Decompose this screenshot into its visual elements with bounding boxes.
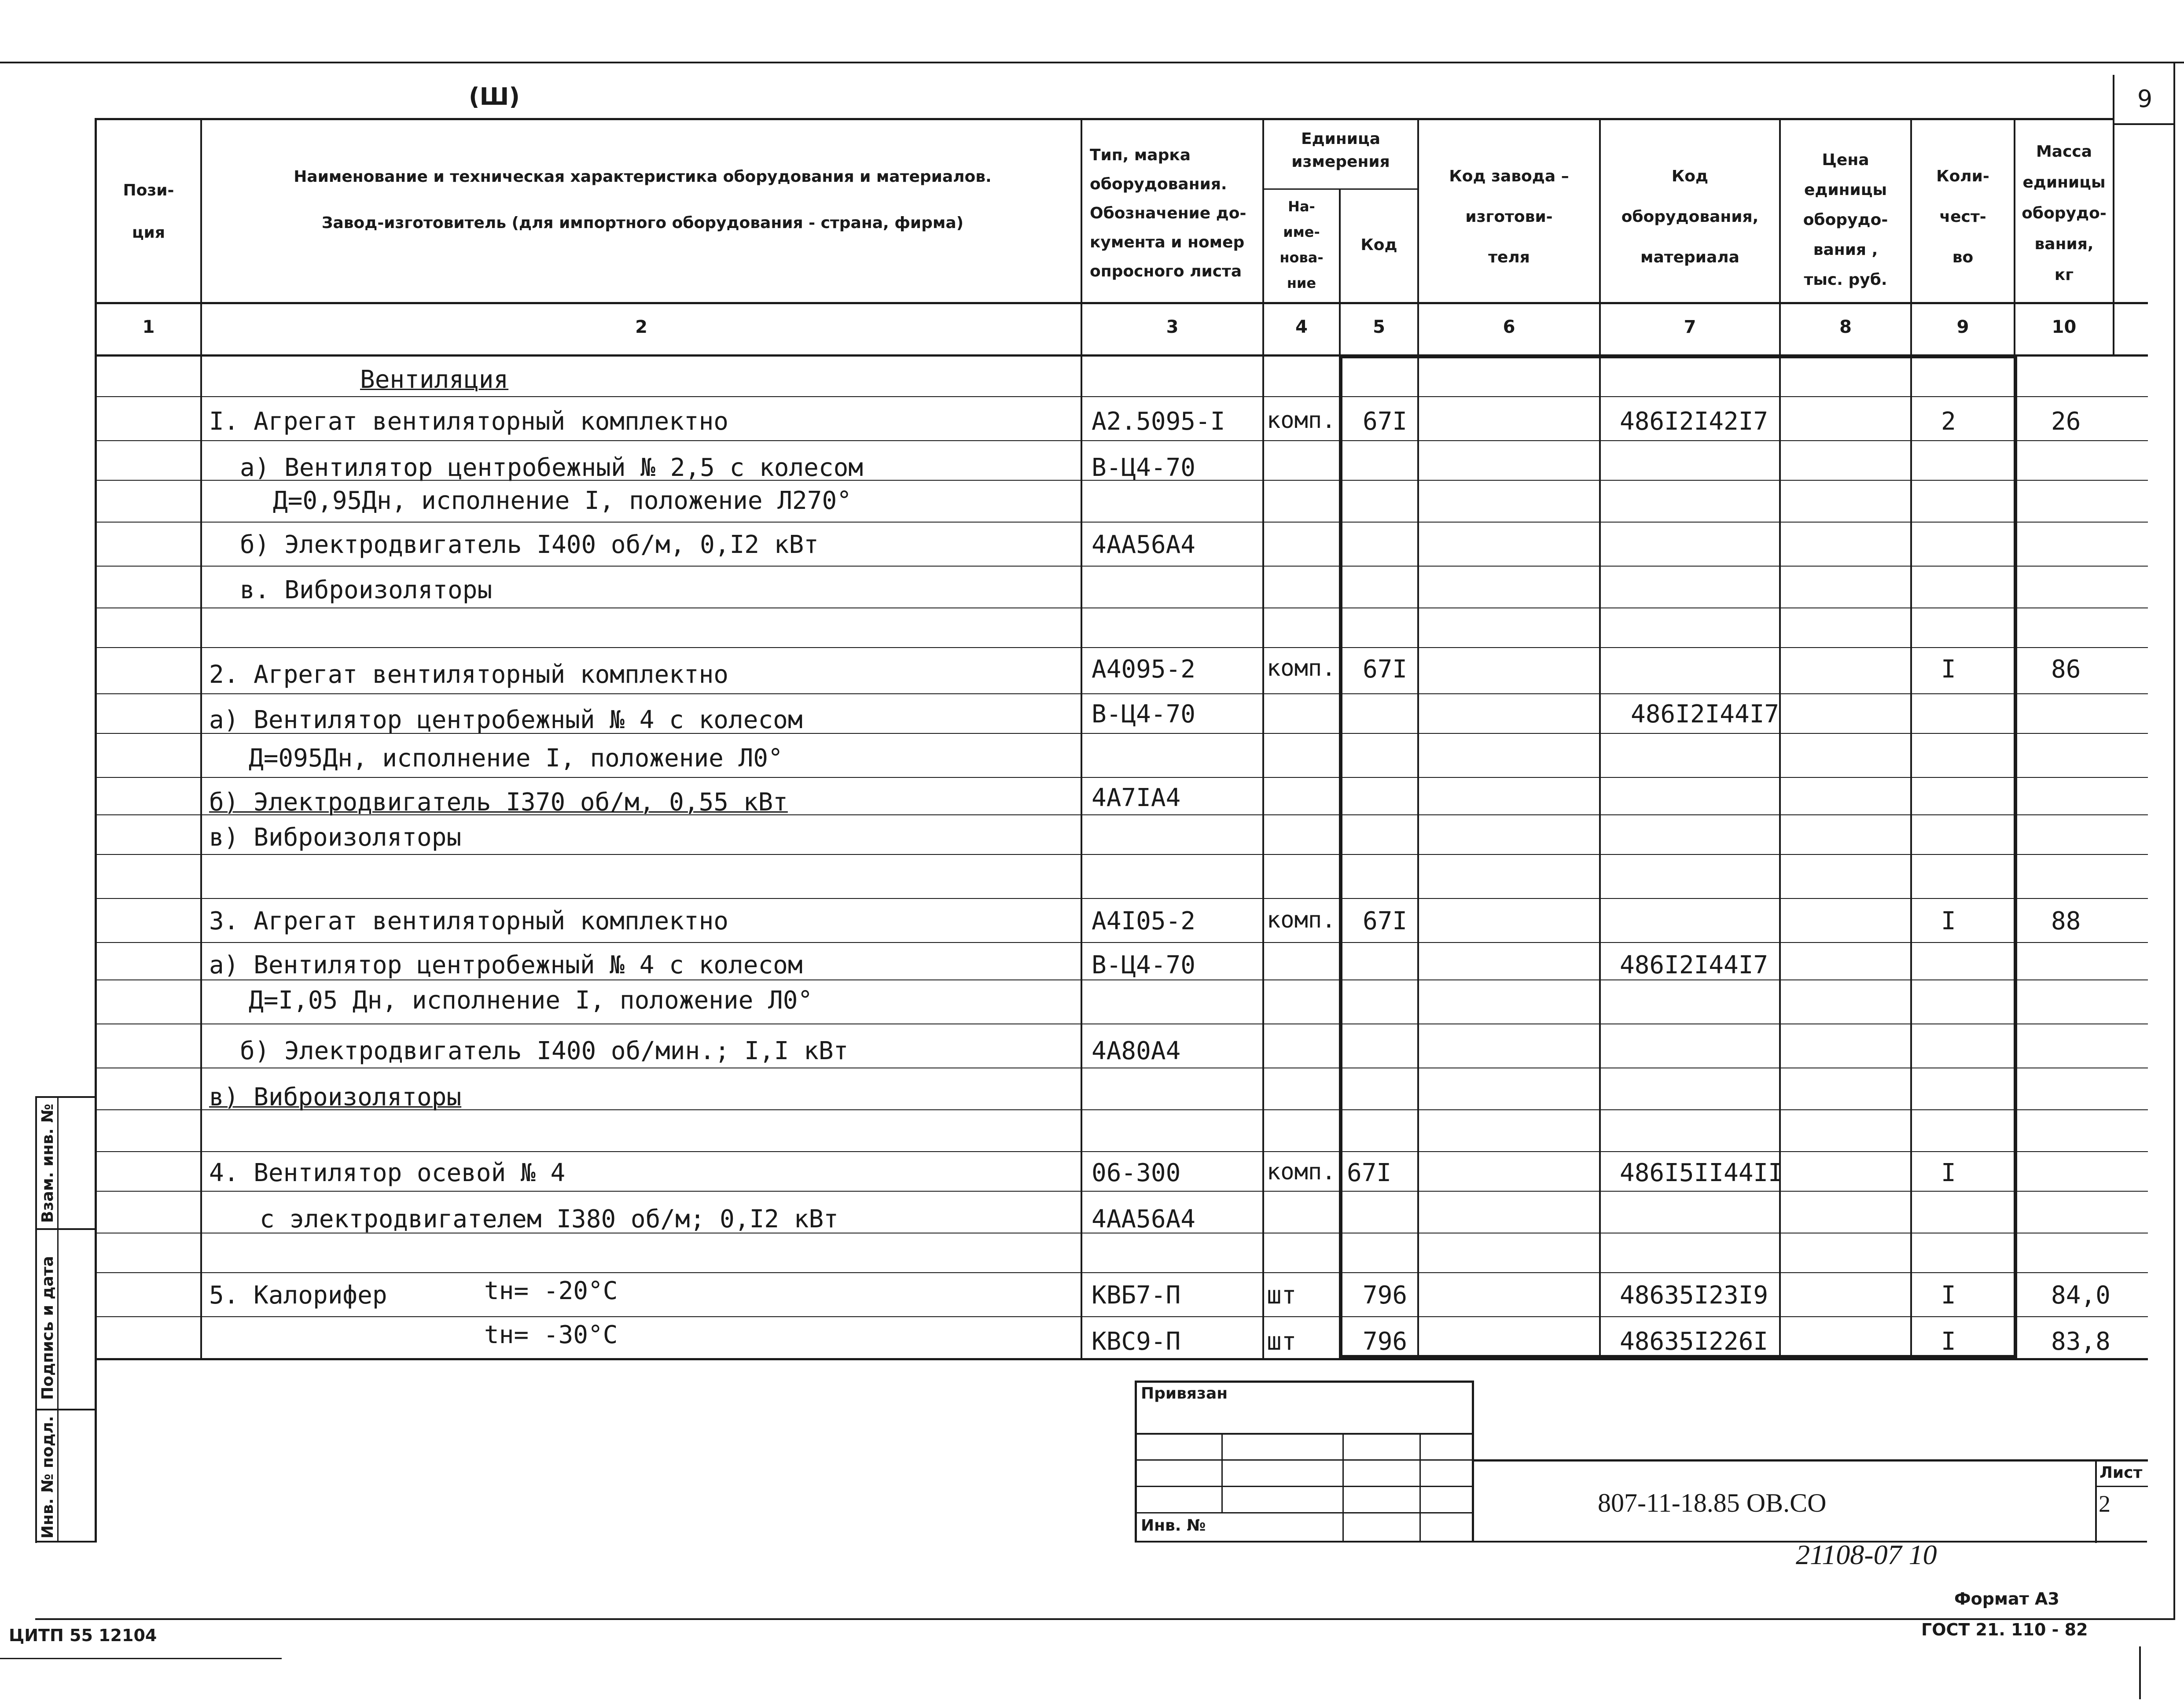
col-num-6: 6 [1503, 317, 1515, 337]
row-separator [95, 942, 2148, 943]
row-temperature: tн= -30°C [484, 1321, 618, 1349]
row-unit: шт [1267, 1281, 1297, 1310]
handwritten-number: 21108-07 10 [1796, 1539, 1937, 1570]
stamp-bound: Привязан [1141, 1384, 1228, 1403]
row-quantity: I [1941, 655, 1956, 684]
row-name: в. Виброизоляторы [240, 576, 493, 604]
row-material-code: 48635I226I [1620, 1327, 1769, 1356]
row-separator [95, 898, 2148, 899]
row-material-code: 48635I23I9 [1620, 1281, 1769, 1310]
row-mass: 83,8 [2051, 1327, 2110, 1356]
row-material-code: 486I2I42I7 [1620, 407, 1769, 436]
side-label-inv-podl: Инв. № подл. [39, 1416, 57, 1539]
row-unit-code: 67I [1363, 407, 1408, 436]
col-num-2: 2 [635, 317, 647, 337]
row-type: В-Ц4-70 [1092, 453, 1196, 482]
row-material-code: 486I5II44II [1620, 1159, 1783, 1187]
header-price: Цена единицы оборудо- вания , тыс. руб. [1803, 151, 1888, 289]
row-type: 4А80А4 [1092, 1037, 1181, 1065]
row-separator [95, 522, 2148, 523]
row-type: 4АА56А4 [1092, 530, 1196, 559]
row-separator [95, 1272, 2148, 1273]
row-name: а) Вентилятор центробежный № 2,5 с колесом [240, 453, 864, 482]
row-type: КВС9-П [1092, 1327, 1181, 1356]
row-name: Д=0,95Дн, исполнение I, положение Л270° [273, 486, 852, 515]
sheet-mark: (Ш) [469, 83, 520, 110]
sheet-number: 2 [2099, 1491, 2110, 1517]
col-num-7: 7 [1684, 317, 1696, 337]
row-mass: 84,0 [2051, 1281, 2110, 1310]
row-type: 4А7IА4 [1092, 784, 1181, 812]
header-type: Тип, марка оборудования. Обозначение до- кумента и номер опросного листа [1090, 146, 1246, 280]
row-mass: 88 [2051, 907, 2081, 935]
row-unit: комп. [1267, 407, 1336, 434]
stamp-inv-no: Инв. № [1141, 1517, 1206, 1535]
col-num-3: 3 [1166, 317, 1179, 337]
row-quantity: I [1941, 1159, 1956, 1187]
row-type: 06-300 [1092, 1159, 1181, 1187]
row-quantity: 2 [1941, 407, 1956, 436]
row-name: 3. Агрегат вентиляторный комплектно [209, 907, 729, 935]
row-name: 5. Калорифер [209, 1281, 387, 1310]
org-code: ЦИТП 55 12104 [9, 1626, 157, 1645]
row-name: а) Вентилятор центробежный № 4 с колесом [209, 951, 803, 979]
col-num-10: 10 [2052, 317, 2077, 337]
side-label-sign-date: Подпись и дата [39, 1256, 57, 1400]
col-num-8: 8 [1839, 317, 1852, 337]
row-name: а) Вентилятор центробежный № 4 с колесом [209, 706, 803, 734]
row-material-code: 486I2I44I7 [1631, 700, 1780, 729]
row-name: в) Виброизоляторы [209, 823, 462, 852]
page-number: 9 [2113, 75, 2175, 125]
corner-mark [2139, 1646, 2141, 1699]
row-type: 4АА56А4 [1092, 1205, 1196, 1233]
header-name-line2: Завод-изготовитель (для импортного оборудования - страна, фирма) [321, 214, 964, 232]
header-quantity: Коли- чест- во [1936, 167, 1989, 266]
row-separator [95, 979, 2148, 980]
row-separator [95, 396, 2148, 397]
row-separator [95, 566, 2148, 567]
row-name: I. Агрегат вентиляторный комплектно [209, 407, 729, 436]
row-separator [95, 1191, 2148, 1192]
row-name: б) Электродвигатель I400 об/мин.; I,I кВт [240, 1037, 849, 1065]
row-type: КВБ7-П [1092, 1281, 1181, 1310]
sheet-label: Лист [2099, 1464, 2143, 1482]
col-num-4: 4 [1295, 317, 1308, 337]
format-label: Формат А3 [1954, 1589, 2059, 1609]
row-quantity: I [1941, 1281, 1956, 1310]
row-name: 4. Вентилятор осевой № 4 [209, 1159, 566, 1187]
row-separator [95, 1151, 2148, 1152]
row-type: А4I05-2 [1092, 907, 1196, 935]
row-name: б) Электродвигатель I370 об/м, 0,55 кВт [209, 788, 788, 817]
row-separator [95, 1316, 2148, 1317]
header-unit-group: Единица измерения [1291, 130, 1390, 171]
row-unit: комп. [1267, 1159, 1336, 1185]
row-type: А2.5095-I [1092, 407, 1225, 436]
row-separator [95, 440, 2148, 441]
row-quantity: I [1941, 907, 1956, 935]
gost-label: ГОСТ 21. 110 - 82 [1921, 1620, 2088, 1639]
row-unit: шт [1267, 1327, 1297, 1356]
col-num-9: 9 [1956, 317, 1969, 337]
header-unit-name: На- име- нова- ние [1280, 198, 1324, 291]
row-name: б) Электродвигатель I400 об/м, 0,I2 кВт [240, 530, 819, 559]
row-separator [95, 693, 2148, 694]
header-unit-code: Код [1360, 236, 1397, 254]
col-num-1: 1 [142, 317, 155, 337]
row-type: В-Ц4-70 [1092, 951, 1196, 979]
row-name: Д=095Дн, исполнение I, положение Л0° [249, 744, 783, 773]
header-maker-code: Код завода – изготови- теля [1449, 167, 1569, 266]
header-mass: Масса единицы оборудо- вания, кг [2022, 143, 2107, 284]
col-num-5: 5 [1373, 317, 1385, 337]
row-unit-code: 796 [1363, 1281, 1408, 1310]
bottom-border [35, 1618, 2175, 1620]
row-quantity: I [1941, 1327, 1956, 1356]
row-name: в) Виброизоляторы [209, 1083, 462, 1112]
row-unit-code: 796 [1363, 1327, 1408, 1356]
row-separator [95, 854, 2148, 855]
row-mass: 86 [2051, 655, 2081, 684]
row-name: 2. Агрегат вентиляторный комплектно [209, 660, 729, 689]
row-unit: комп. [1267, 655, 1336, 681]
row-unit-code: 67I [1363, 655, 1408, 684]
top-border [0, 62, 2184, 63]
row-unit: комп. [1267, 907, 1336, 933]
row-unit-code: 67I [1363, 907, 1408, 935]
header-name-line1: Наименование и техническая характеристика оборудования и материалов. [294, 168, 992, 186]
row-type: А4095-2 [1092, 655, 1196, 684]
row-unit-code: 67I [1347, 1159, 1392, 1187]
row-separator [95, 777, 2148, 778]
doc-code: 807-11-18.85 ОВ.СО [1598, 1488, 1827, 1517]
row-name: с электродвигателем I380 об/м; 0,I2 кВт [260, 1205, 838, 1233]
row-name: Вентиляция [360, 365, 509, 394]
row-name: Д=I,05 Дн, исполнение I, положение Л0° [249, 986, 813, 1015]
right-border [2173, 62, 2175, 1620]
row-type: В-Ц4-70 [1092, 700, 1196, 729]
header-equipment-code: Код оборудования, материала [1621, 167, 1759, 266]
row-mass: 26 [2051, 407, 2081, 436]
header-position: Пози- ция [123, 181, 174, 242]
row-material-code: 486I2I44I7 [1620, 951, 1769, 979]
row-temperature: tн= -20°C [484, 1277, 618, 1305]
side-label-vzam: Взам. инв. № [39, 1104, 57, 1223]
footer-underline [0, 1658, 282, 1659]
row-separator [95, 647, 2148, 648]
